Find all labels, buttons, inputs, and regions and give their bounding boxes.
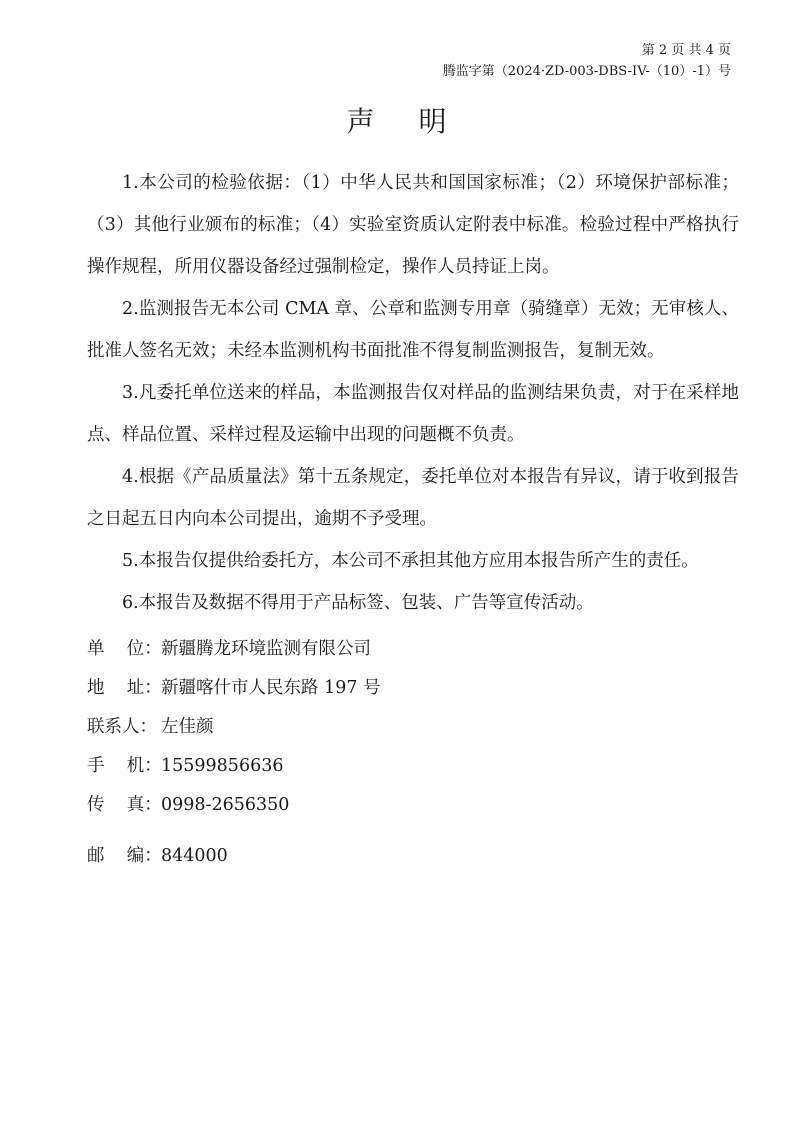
statement-paragraph-4: 4.根据《产品质量法》第十五条规定，委托单位对本报告有异议，请于收到报告之日起五日内向本公司提出，逾期不予受理。 <box>87 467 739 529</box>
statement-paragraph-6: 6.本报告及数据不得用于产品标签、包装、广告等宣传活动。 <box>122 593 594 613</box>
statement-paragraph-2: 2.监测报告无本公司 CMA 章、公章和监测专用章（骑缝章）无效；无审核人、批准人签名无效；未经本监测机构书面批准不得复制监测报告，复制无效。 <box>87 299 739 361</box>
page-number: 第 2 页 共 4 页 <box>641 43 731 58</box>
statement-body <box>87 162 739 624</box>
contact-row-address <box>87 675 381 714</box>
contact-row-postal <box>87 843 381 882</box>
statement-paragraph-5: 5.本报告仅提供给委托方，本公司不承担其他方应用本报告所产生的责任。 <box>122 551 699 571</box>
postal-value: 844000 <box>161 846 228 866</box>
fax-label: 传 真： <box>87 795 162 815</box>
postal-label: 邮 编： <box>87 846 162 866</box>
person-label: 联系人： <box>87 717 157 737</box>
contact-row-unit <box>87 636 381 675</box>
page-header <box>443 40 731 82</box>
contact-row-person <box>87 714 381 753</box>
unit-label: 单 位： <box>87 639 162 659</box>
fax-value: 0998-2656350 <box>161 795 290 815</box>
person-value: 左佳颜 <box>161 717 214 737</box>
report-number: 腾监字第（2024·ZD-003-DBS-IV-（10）-1）号 <box>442 64 731 79</box>
address-value: 新疆喀什市人民东路 197 号 <box>161 678 381 698</box>
document-title: 声明 <box>346 105 491 138</box>
address-label: 地 址： <box>87 678 162 698</box>
statement-paragraph-1: 1.本公司的检验依据：（1）中华人民共和国国家标准；（2）环境保护部标准；（3）其他行业颁布的标准；（4）实验室资质认定附表中标准。检验过程中严格执行操作规程，所用仪器设备经过强制检定，操作人员持证上岗。 <box>87 173 739 277</box>
contact-info <box>87 636 381 882</box>
contact-row-mobile <box>87 753 381 792</box>
unit-value: 新疆腾龙环境监测有限公司 <box>161 639 371 659</box>
contact-row-fax <box>87 792 381 831</box>
mobile-value: 15599856636 <box>161 756 284 776</box>
mobile-label: 手 机： <box>87 756 162 776</box>
statement-paragraph-3: 3.凡委托单位送来的样品，本监测报告仅对样品的监测结果负责，对于在采样地点、样品位置、采样过程及运输中出现的问题概不负责。 <box>87 383 739 445</box>
